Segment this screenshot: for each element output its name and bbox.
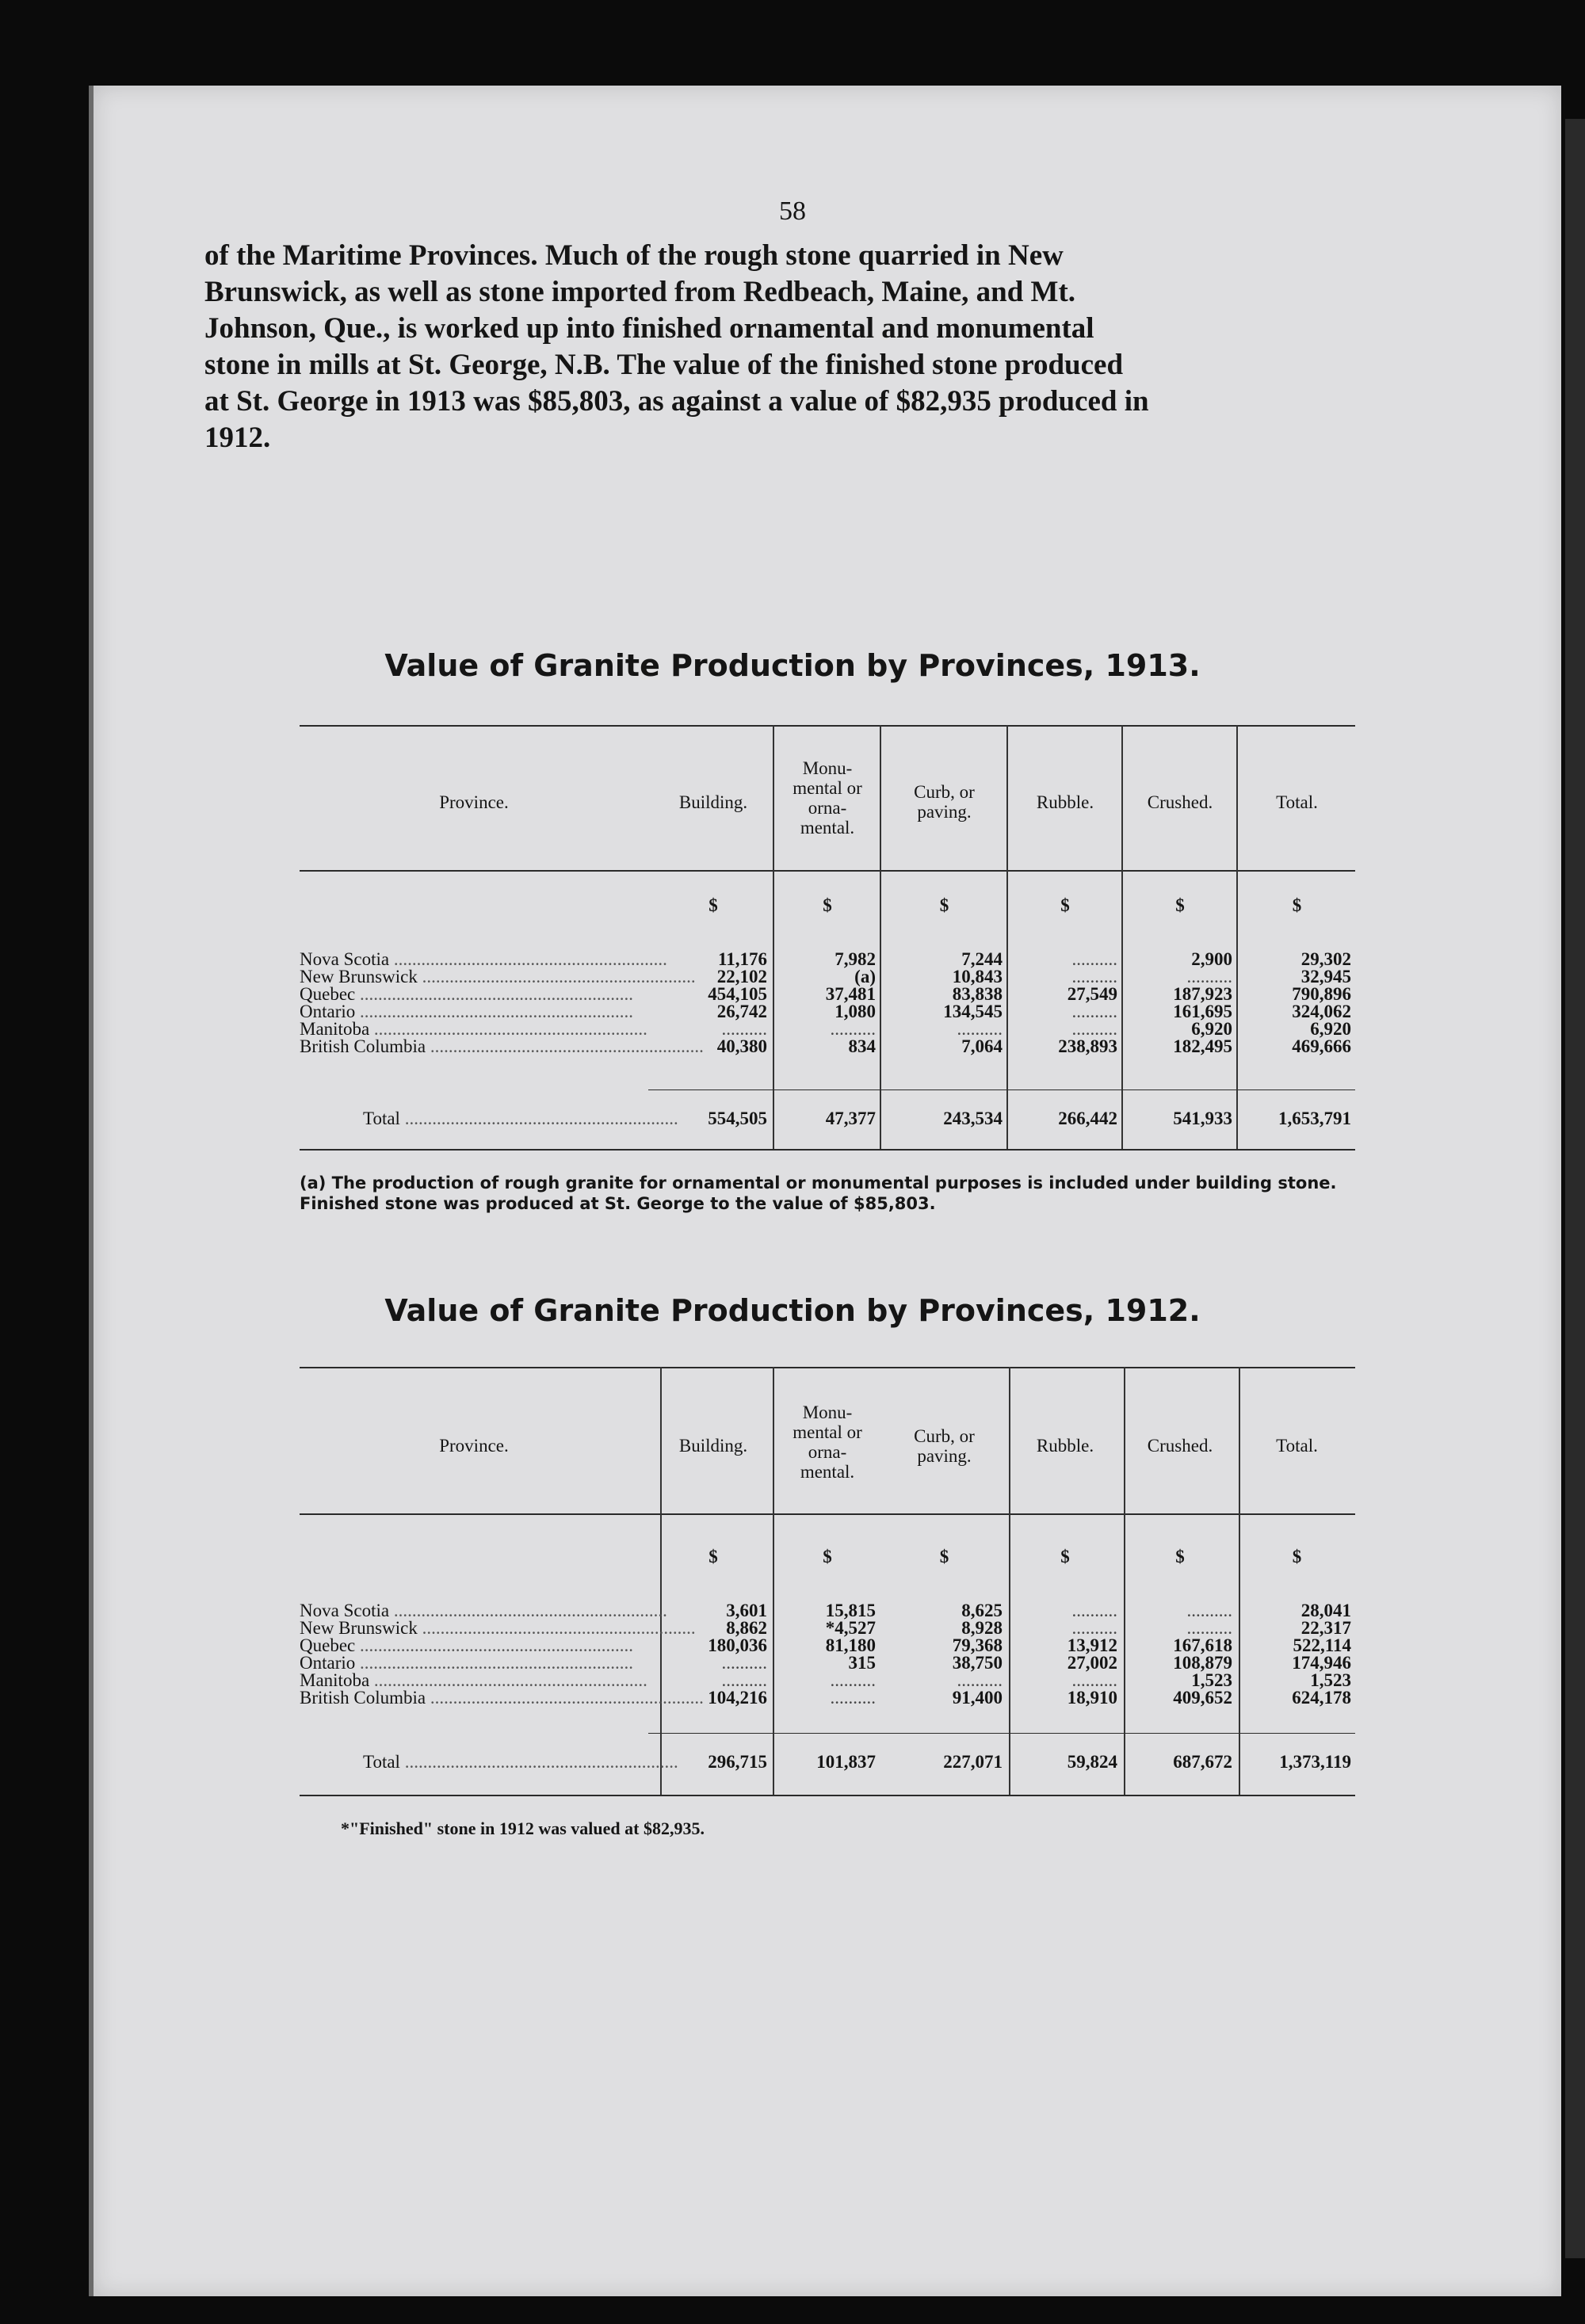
header-building: Building. bbox=[678, 792, 748, 812]
leader-dots: ............................................................ bbox=[389, 949, 667, 969]
cell-curb: 134,545 bbox=[943, 1002, 1003, 1021]
cell-total: 522,114 bbox=[1293, 1635, 1351, 1655]
cell-curb: .......... bbox=[957, 1670, 1003, 1690]
cell-building: 104,216 bbox=[708, 1688, 767, 1708]
table-1912 bbox=[300, 1367, 1355, 1799]
leader-dots: ............................................................ bbox=[355, 1002, 634, 1021]
total-label bbox=[300, 1753, 712, 1772]
dollar-sign: $ bbox=[1292, 1547, 1302, 1567]
header-monumental: Monu- mental or orna- mental. bbox=[792, 1402, 862, 1482]
cell-curb: 10,843 bbox=[952, 967, 1003, 986]
dollar-sign: $ bbox=[1175, 895, 1185, 915]
province-label: British Columbia bbox=[300, 1688, 426, 1708]
cell-monumental: 834 bbox=[848, 1036, 876, 1056]
leader-dots: ............................................................ bbox=[399, 1752, 678, 1772]
cell-curb: 8,625 bbox=[961, 1601, 1003, 1620]
cell-building: 3,601 bbox=[726, 1601, 767, 1620]
header-curb: Curb, or paving. bbox=[914, 782, 975, 822]
paragraph-line: at St. George in 1913 was $85,803, as against a value of $82,935 produced in bbox=[204, 385, 1149, 418]
province-label: Nova Scotia bbox=[300, 1601, 390, 1620]
paragraph-line: 1912. bbox=[204, 422, 271, 454]
cell-crushed: 161,695 bbox=[1173, 1002, 1232, 1021]
province-label: Manitoba bbox=[300, 1019, 370, 1039]
cell-curb: 8,928 bbox=[961, 1618, 1003, 1638]
cell-rubble: 27,002 bbox=[1067, 1653, 1117, 1673]
header-crushed: Crushed. bbox=[1147, 792, 1213, 812]
header-building: Building. bbox=[678, 1436, 748, 1456]
cell-total: 32,945 bbox=[1300, 967, 1351, 986]
cell-rubble: .......... bbox=[1071, 967, 1117, 986]
cell-rubble: .......... bbox=[1071, 1002, 1117, 1021]
cell-monumental: 101,837 bbox=[816, 1752, 876, 1772]
cell-total: 469,666 bbox=[1292, 1036, 1351, 1056]
header-rubble: Rubble. bbox=[1036, 1436, 1094, 1456]
province-label: Nova Scotia bbox=[300, 949, 390, 969]
cell-monumental: *4,527 bbox=[825, 1618, 876, 1638]
cell-rubble: .......... bbox=[1071, 1601, 1117, 1620]
total-label bbox=[300, 1109, 712, 1128]
cell-crushed: 1,523 bbox=[1191, 1670, 1232, 1690]
dollar-sign: $ bbox=[1060, 1547, 1070, 1567]
header-province: Province. bbox=[439, 792, 509, 812]
cell-rubble: 266,442 bbox=[1058, 1109, 1117, 1128]
header-province: Province. bbox=[439, 1436, 509, 1456]
cell-total: 1,523 bbox=[1310, 1670, 1351, 1690]
dollar-sign: $ bbox=[1292, 895, 1302, 915]
dollar-sign: $ bbox=[708, 895, 718, 915]
cell-crushed: 541,933 bbox=[1173, 1109, 1232, 1128]
cell-total: 174,946 bbox=[1292, 1653, 1351, 1673]
leader-dots: ............................................................ bbox=[426, 1036, 704, 1056]
cell-total: 29,302 bbox=[1300, 949, 1351, 969]
page-number: 58 bbox=[779, 197, 806, 226]
leader-dots: ............................................................ bbox=[355, 984, 633, 1004]
cell-building: 296,715 bbox=[708, 1752, 767, 1772]
cell-crushed: .......... bbox=[1186, 1618, 1232, 1638]
cell-curb: 7,064 bbox=[961, 1036, 1003, 1056]
leader-dots: ............................................................ bbox=[426, 1688, 704, 1708]
cell-total: 6,920 bbox=[1310, 1019, 1351, 1039]
dollar-sign: $ bbox=[1175, 1547, 1185, 1567]
province-label: New Brunswick bbox=[300, 967, 418, 986]
cell-curb: 91,400 bbox=[952, 1688, 1003, 1708]
cell-monumental: (a) bbox=[854, 967, 876, 986]
cell-crushed: 6,920 bbox=[1191, 1019, 1232, 1039]
table-row bbox=[300, 1037, 1355, 1056]
province-label: Total bbox=[363, 1752, 400, 1772]
cell-crushed: .......... bbox=[1186, 1601, 1232, 1620]
table-1912-title: Value of Granite Production by Provinces, 1912. bbox=[384, 1293, 1201, 1328]
cell-curb: .......... bbox=[957, 1019, 1003, 1039]
total-row bbox=[300, 1753, 1355, 1772]
province-label: Quebec bbox=[300, 1635, 356, 1655]
cell-rubble: 27,549 bbox=[1067, 984, 1117, 1004]
cell-rubble: .......... bbox=[1071, 1019, 1117, 1039]
cell-monumental: 15,815 bbox=[825, 1601, 876, 1620]
cell-monumental: 81,180 bbox=[825, 1635, 876, 1655]
cell-building: 40,380 bbox=[716, 1036, 767, 1056]
adjacent-page-edge bbox=[1565, 119, 1585, 2258]
dollar-sign: $ bbox=[823, 1547, 832, 1567]
cell-curb: 38,750 bbox=[952, 1653, 1003, 1673]
paragraph-line: of the Maritime Provinces. Much of the rough stone quarried in New bbox=[204, 239, 1064, 272]
cell-building: 11,176 bbox=[718, 949, 767, 969]
cell-crushed: 687,672 bbox=[1173, 1752, 1232, 1772]
province-label: Ontario bbox=[300, 1002, 356, 1021]
cell-crushed: 187,923 bbox=[1173, 984, 1232, 1004]
table-1913-title: Value of Granite Production by Provinces, 1913. bbox=[384, 648, 1201, 683]
cell-building: 26,742 bbox=[716, 1002, 767, 1021]
cell-crushed: 182,495 bbox=[1173, 1036, 1232, 1056]
cell-rubble: 238,893 bbox=[1058, 1036, 1117, 1056]
leader-dots: ............................................................ bbox=[369, 1019, 647, 1039]
paragraph-line: stone in mills at St. George, N.B. The value of the finished stone produced bbox=[204, 349, 1124, 381]
dollar-sign: $ bbox=[823, 895, 832, 915]
dollar-sign: $ bbox=[708, 1547, 718, 1567]
cell-rubble: 13,912 bbox=[1067, 1635, 1117, 1655]
cell-building: 180,036 bbox=[708, 1635, 767, 1655]
header-rubble: Rubble. bbox=[1036, 792, 1094, 812]
cell-building: 454,105 bbox=[708, 984, 767, 1004]
cell-building: 554,505 bbox=[708, 1109, 767, 1128]
cell-total: 28,041 bbox=[1300, 1601, 1351, 1620]
cell-monumental: 1,080 bbox=[835, 1002, 876, 1021]
cell-rubble: .......... bbox=[1071, 949, 1117, 969]
cell-crushed: 2,900 bbox=[1191, 949, 1232, 969]
cell-building: 8,862 bbox=[726, 1618, 767, 1638]
table-1913 bbox=[300, 725, 1355, 1153]
table-row bbox=[300, 1689, 1355, 1708]
leader-dots: ............................................................ bbox=[417, 967, 696, 986]
cell-monumental: 315 bbox=[848, 1653, 876, 1673]
cell-monumental: 7,982 bbox=[835, 949, 876, 969]
header-total: Total. bbox=[1276, 1436, 1318, 1456]
province-label: Total bbox=[363, 1109, 400, 1128]
cell-curb: 83,838 bbox=[952, 984, 1003, 1004]
cell-crushed: 409,652 bbox=[1173, 1688, 1232, 1708]
cell-curb: 243,534 bbox=[943, 1109, 1003, 1128]
cell-monumental: 47,377 bbox=[825, 1109, 876, 1128]
dollar-sign: $ bbox=[1060, 895, 1070, 915]
cell-building: .......... bbox=[721, 1019, 767, 1039]
cell-building: 22,102 bbox=[716, 967, 767, 986]
table-1912-footnote: *"Finished" stone in 1912 was valued at $82,935. bbox=[341, 1818, 705, 1838]
cell-building: .......... bbox=[721, 1670, 767, 1690]
cell-curb: 79,368 bbox=[952, 1635, 1003, 1655]
leader-dots: ............................................................ bbox=[355, 1635, 633, 1655]
cell-total: 22,317 bbox=[1300, 1618, 1351, 1638]
leader-dots: ............................................................ bbox=[355, 1653, 634, 1673]
dollar-sign: $ bbox=[939, 895, 949, 915]
cell-total: 1,373,119 bbox=[1279, 1752, 1351, 1772]
province-label: Quebec bbox=[300, 984, 356, 1004]
cell-total: 790,896 bbox=[1292, 984, 1351, 1004]
cell-curb: 7,244 bbox=[961, 949, 1003, 969]
cell-crushed: .......... bbox=[1186, 967, 1232, 986]
total-row bbox=[300, 1109, 1355, 1128]
cell-total: 624,178 bbox=[1292, 1688, 1351, 1708]
cell-monumental: .......... bbox=[830, 1688, 876, 1708]
leader-dots: ............................................................ bbox=[417, 1618, 696, 1638]
paragraph-line: Brunswick, as well as stone imported from Redbeach, Maine, and Mt. bbox=[204, 276, 1076, 308]
cell-total: 324,062 bbox=[1292, 1002, 1351, 1021]
province-name bbox=[300, 1036, 704, 1056]
cell-rubble: .......... bbox=[1071, 1670, 1117, 1690]
cell-monumental: .......... bbox=[830, 1019, 876, 1039]
leader-dots: ............................................................ bbox=[399, 1109, 678, 1128]
leader-dots: ............................................................ bbox=[389, 1601, 667, 1620]
cell-curb: 227,071 bbox=[943, 1752, 1003, 1772]
leader-dots: ............................................................ bbox=[369, 1670, 647, 1690]
body-paragraph bbox=[204, 238, 1381, 456]
cell-rubble: .......... bbox=[1071, 1618, 1117, 1638]
cell-building: .......... bbox=[721, 1653, 767, 1673]
cell-rubble: 59,824 bbox=[1067, 1752, 1117, 1772]
cell-total: 1,653,791 bbox=[1278, 1109, 1351, 1128]
province-label: British Columbia bbox=[300, 1036, 426, 1056]
header-curb: Curb, or paving. bbox=[914, 1426, 975, 1466]
header-total: Total. bbox=[1276, 792, 1318, 812]
dollar-sign: $ bbox=[939, 1547, 949, 1567]
province-label: Ontario bbox=[300, 1653, 356, 1673]
province-label: Manitoba bbox=[300, 1670, 370, 1690]
cell-crushed: 108,879 bbox=[1173, 1653, 1232, 1673]
province-label: New Brunswick bbox=[300, 1618, 418, 1638]
table-1913-footnote: (a) The production of rough granite for ornamental or monumental purposes is included under building stone. Finished stone was produced at St. George to the value of $85,803. bbox=[300, 1173, 1337, 1213]
paragraph-line: Johnson, Que., is worked up into finished ornamental and monumental bbox=[204, 312, 1094, 345]
header-monumental: Monu- mental or orna- mental. bbox=[792, 758, 862, 838]
header-crushed: Crushed. bbox=[1147, 1436, 1213, 1456]
cell-monumental: .......... bbox=[830, 1670, 876, 1690]
cell-crushed: 167,618 bbox=[1173, 1635, 1232, 1655]
cell-rubble: 18,910 bbox=[1067, 1688, 1117, 1708]
province-name bbox=[300, 1688, 704, 1708]
cell-monumental: 37,481 bbox=[825, 984, 876, 1004]
